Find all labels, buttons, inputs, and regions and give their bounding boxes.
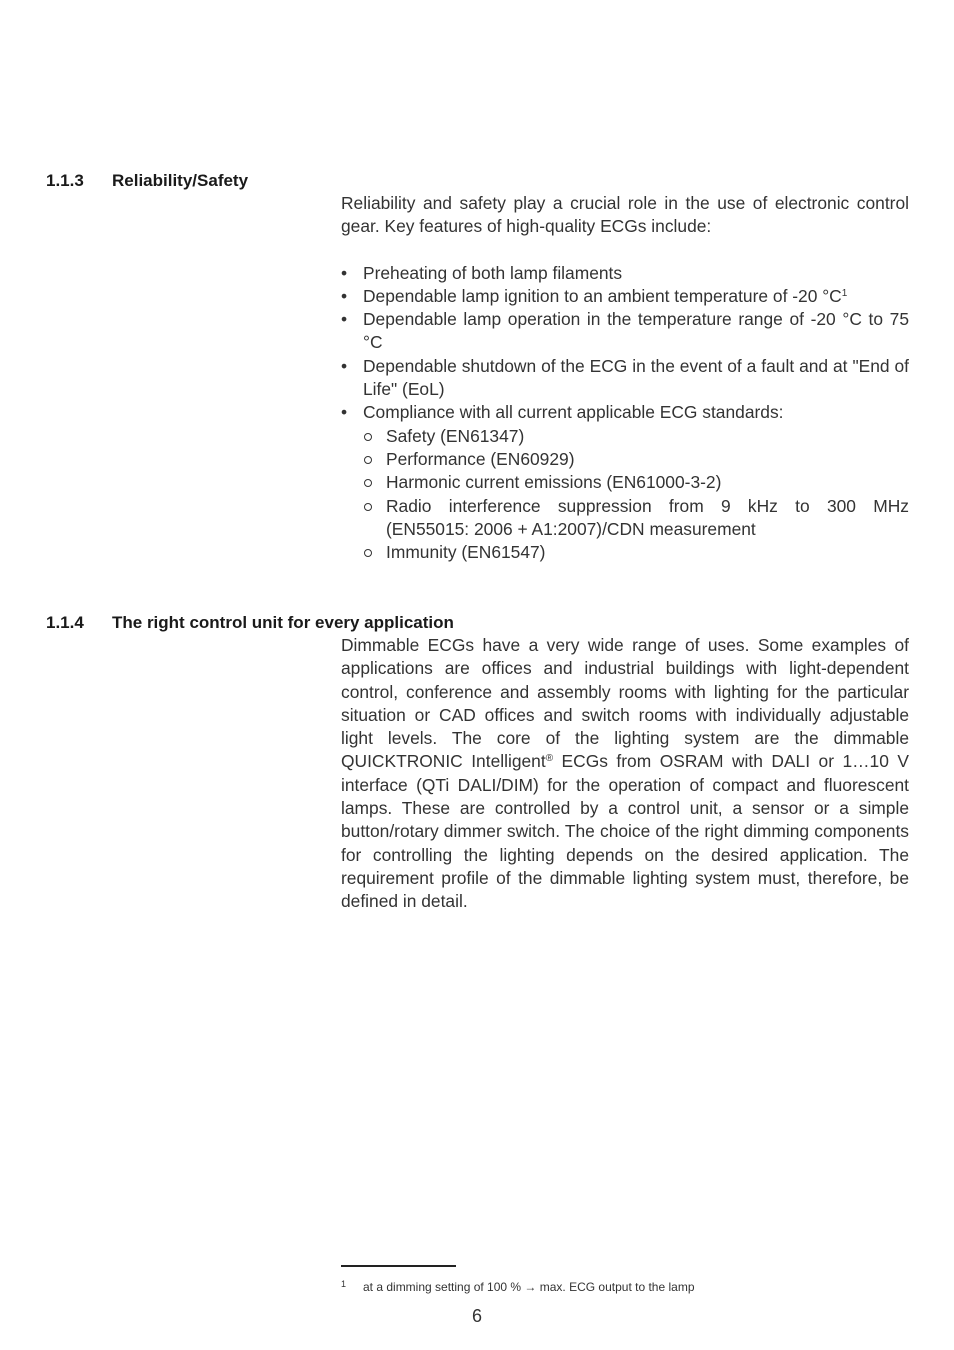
list-item: • Dependable lamp ignition to an ambient temperature of -20 $^\circ C^1$: [341, 285, 909, 308]
standards-list: [363, 425, 909, 565]
list-item: • Dependable shutdown of the ECG in the event of a fault and at "End of Life" (EoL): [341, 355, 909, 402]
section-113-title: Reliability/Safety: [112, 171, 249, 190]
footnote: [341, 1276, 695, 1295]
section-113-number: 1.1.3: [46, 171, 84, 190]
footnote-marker: 1: [341, 1279, 347, 1289]
list-item: Immunity (EN61547): [363, 541, 909, 564]
list-item: Performance (EN60929): [363, 448, 909, 471]
section-114-heading: [46, 611, 454, 634]
list-item: • Compliance with all current applicable ECG standards: Safety (EN61347) Performance (EN60929) Harmonic current emissions (EN61000-3-2) Radio interference suppression from 9 kHz to 300 MHz (EN55015: 2006 + A1:2007)/CDN measurement Immunity (EN61547): [341, 401, 909, 564]
list-item: Safety (EN61347): [363, 425, 909, 448]
section-113-heading: [46, 169, 248, 192]
section-114-number: 1.1.4: [46, 613, 84, 632]
footnote-reference: 1: [841, 287, 848, 299]
list-item: Harmonic current emissions (EN61000-3-2): [363, 471, 909, 494]
section-113-intro: Reliability and safety play a crucial role in the use of electronic control gear. Key features of high-quality ECGs include:: [341, 193, 909, 237]
section-113-body: [341, 192, 909, 564]
footnote-divider: [341, 1265, 456, 1267]
list-item: • Preheating of both lamp filaments: [341, 262, 909, 285]
page-number: 6: [471, 1306, 482, 1326]
feature-list: [341, 262, 909, 565]
section-114-title: The right control unit for every application: [112, 613, 454, 632]
list-item: Radio interference suppression from 9 kHz to 300 MHz (EN55015: 2006 + A1:2007)/CDN measurement: [363, 495, 909, 542]
section-114-paragraph: Dimmable ECGs have a very wide range of uses. Some examples of applications are offices and industrial buildings with light-dependent control, conference and assembly rooms with lighting for the particular situation or CAD offices and switch rooms with individually adjustable light levels. The core of the lighting system are the dimmable QUICKTRONIC Intelligent® ECGs from OSRAM with DALI or 1…10 V interface (QTi DALI/DIM) for the operation of compact and fluorescent lamps. These are controlled by a control unit, a sensor or a simple button/rotary dimmer switch. The choice of the right dimming components for controlling the lighting depends on the desired application. The requirement profile of the dimmable lighting system must, therefore, be defined in detail.: [341, 635, 909, 912]
section-114-body: [341, 634, 909, 914]
registered-mark: ®: [545, 753, 554, 765]
list-item: • Dependable lamp operation in the temperature range of -20 °C to 75 °C: [341, 308, 909, 355]
footnote-text: at a dimming setting of 100 % → max. ECG output to the lamp: [363, 1280, 695, 1294]
